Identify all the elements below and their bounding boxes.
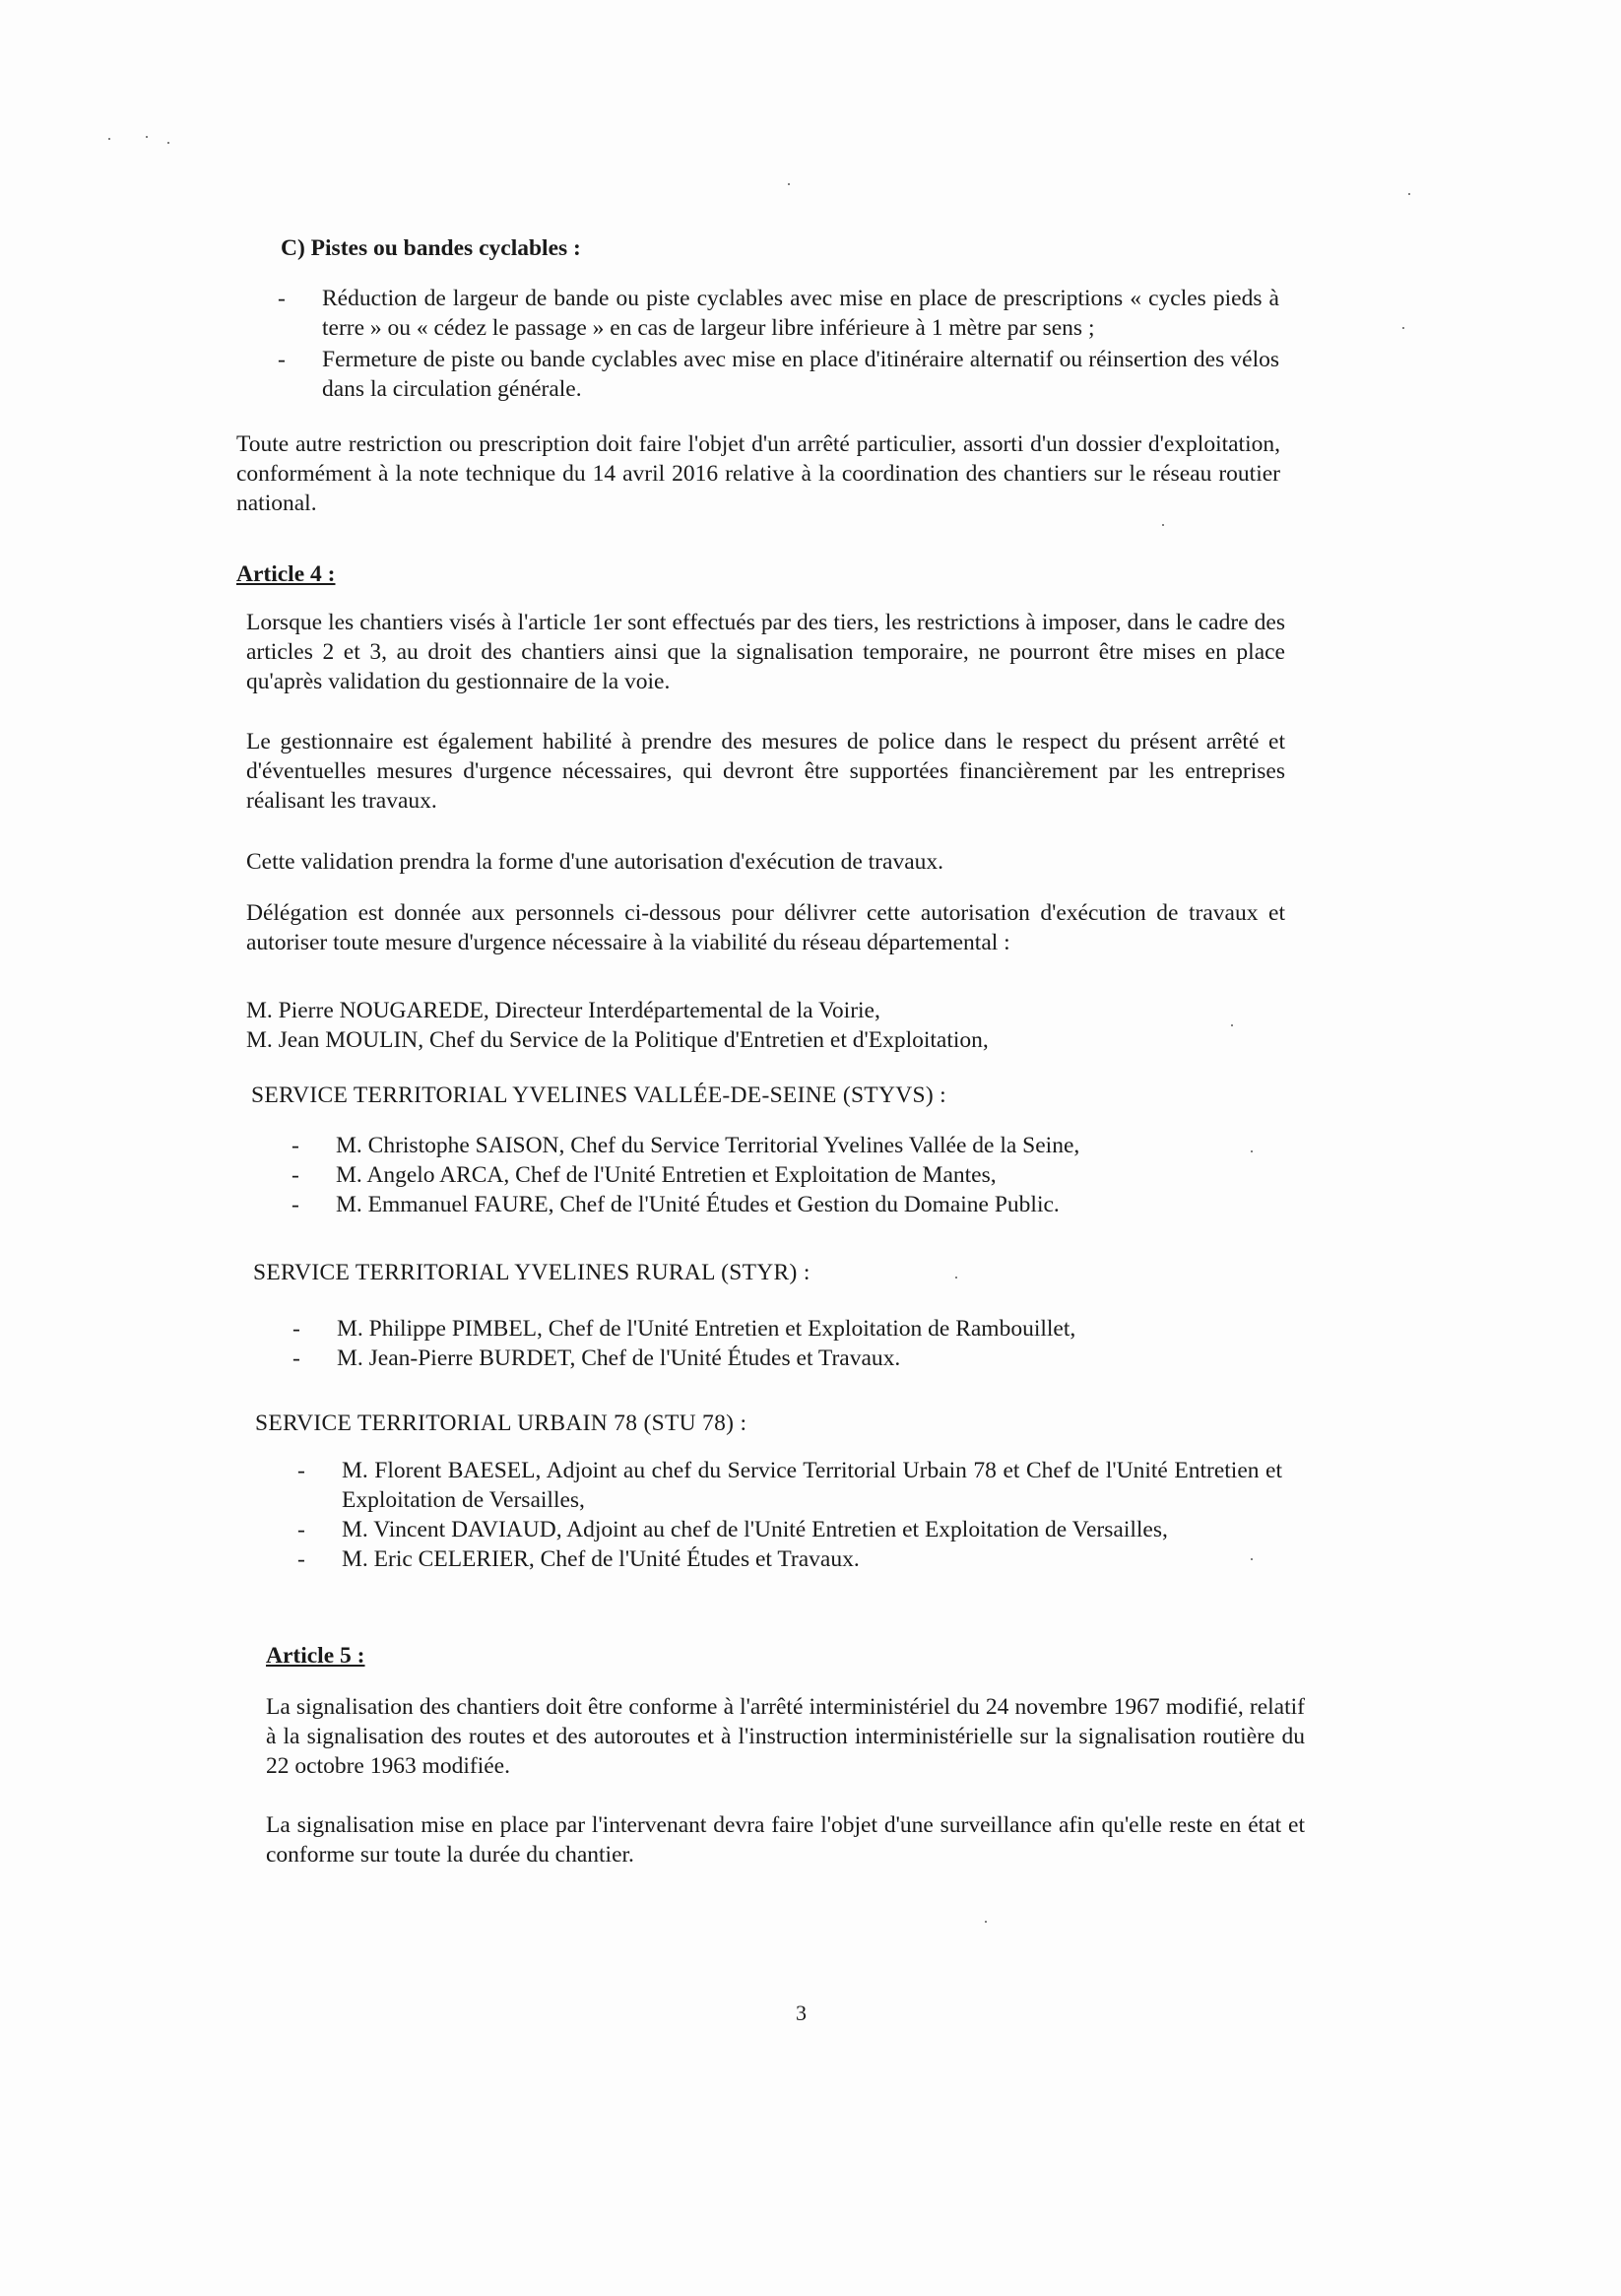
list-bullet: - bbox=[297, 1517, 305, 1542]
member-text: M. Jean-Pierre BURDET, Chef de l'Unité Études et Travaux. bbox=[337, 1345, 901, 1371]
scan-speck bbox=[788, 183, 790, 185]
service-styr-title: SERVICE TERRITORIAL YVELINES RURAL (STYR) : bbox=[253, 1260, 810, 1285]
list-item-text: Réduction de largeur de bande ou piste cyclables avec mise en place de prescriptions « cycles pieds à terre » ou « cédez le passage » en cas de largeur libre inférieure à 1 mètre par sens ; bbox=[322, 286, 1279, 341]
scan-speck bbox=[1408, 193, 1410, 195]
list-bullet: - bbox=[292, 1162, 299, 1188]
section-c-list bbox=[278, 284, 1279, 404]
article-5-paragraph-2: La signalisation mise en place par l'intervenant devra faire l'objet d'une surveillance afin qu'elle reste en état et conforme sur toute la durée du chantier. bbox=[266, 1812, 1305, 1868]
list-item bbox=[292, 1160, 1276, 1190]
article-4-paragraph-3: Cette validation prendra la forme d'une autorisation d'exécution de travaux. bbox=[246, 849, 943, 875]
scan-speck bbox=[1231, 1024, 1233, 1026]
section-c-heading: C) Pistes ou bandes cyclables : bbox=[281, 235, 581, 261]
service-styr-members bbox=[292, 1314, 1277, 1373]
list-bullet: - bbox=[297, 1546, 305, 1572]
scan-speck bbox=[985, 1921, 987, 1923]
service-stu78-title: SERVICE TERRITORIAL URBAIN 78 (STU 78) : bbox=[255, 1410, 747, 1436]
article-4-heading: Article 4 : bbox=[236, 561, 336, 587]
member-text: M. Eric CELERIER, Chef de l'Unité Études et Travaux. bbox=[342, 1546, 860, 1572]
other-restriction-paragraph: Toute autre restriction ou prescription doit faire l'objet d'un arrêté particulier, assorti d'un dossier d'exploitation, conformément à la note technique du 14 avril 2016 relative à la coordination des chantiers sur le réseau routier national. bbox=[236, 431, 1280, 516]
list-bullet: - bbox=[292, 1345, 300, 1371]
scan-speck bbox=[108, 138, 110, 140]
article-4-paragraph-1: Lorsque les chantiers visés à l'article 1er sont effectués par des tiers, les restrictions à imposer, dans le cadre des articles 2 et 3, au droit des chantiers ainsi que la signalisation temporaire, ne pourront être mises en place qu'après validation du gestionnaire de la voie. bbox=[246, 610, 1285, 694]
member-text: M. Emmanuel FAURE, Chef de l'Unité Études et Gestion du Domaine Public. bbox=[336, 1192, 1060, 1217]
scan-speck bbox=[1251, 1558, 1253, 1560]
list-item bbox=[278, 345, 1279, 404]
list-item bbox=[292, 1190, 1276, 1219]
list-item bbox=[297, 1456, 1282, 1515]
article-5-paragraph-1: La signalisation des chantiers doit être conforme à l'arrêté interministériel du 24 novembre 1967 modifié, relatif à la signalisation des routes et des autoroutes et à l'instruction interministérielle sur la signalisation routière du 22 octobre 1963 modifiée. bbox=[266, 1694, 1305, 1779]
list-item bbox=[292, 1314, 1277, 1344]
member-text: M. Philippe PIMBEL, Chef de l'Unité Entretien et Exploitation de Rambouillet, bbox=[337, 1316, 1076, 1342]
article-4-paragraph-2: Le gestionnaire est également habilité à prendre des mesures de police dans le respect du présent arrêté et d'éventuelles mesures d'urgence nécessaires, qui devront être supportées financièrement par les entreprises réalisant les travaux. bbox=[246, 729, 1285, 814]
list-bullet: - bbox=[278, 347, 286, 372]
scan-speck bbox=[1251, 1150, 1253, 1152]
scan-speck bbox=[1402, 327, 1404, 329]
list-item bbox=[297, 1544, 1282, 1574]
member-text: M. Christophe SAISON, Chef du Service Territorial Yvelines Vallée de la Seine, bbox=[336, 1133, 1080, 1158]
list-bullet: - bbox=[297, 1458, 305, 1483]
service-stu78-members bbox=[297, 1456, 1282, 1574]
member-text: M. Angelo ARCA, Chef de l'Unité Entretien et Exploitation de Mantes, bbox=[336, 1162, 997, 1188]
service-styvs-title: SERVICE TERRITORIAL YVELINES VALLÉE-DE-SEINE (STYVS) : bbox=[251, 1082, 947, 1108]
member-text: M. Florent BAESEL, Adjoint au chef du Service Territorial Urbain 78 et Chef de l'Unité Entretien et Exploitation de Versailles, bbox=[342, 1458, 1282, 1513]
article-5-heading: Article 5 : bbox=[266, 1643, 365, 1669]
list-item bbox=[297, 1515, 1282, 1544]
member-text: M. Vincent DAVIAUD, Adjoint au chef de l'Unité Entretien et Exploitation de Versailles, bbox=[342, 1517, 1168, 1542]
scan-speck bbox=[146, 136, 148, 138]
list-item bbox=[278, 284, 1279, 343]
list-bullet: - bbox=[292, 1316, 300, 1342]
article-4-paragraph-4: Délégation est donnée aux personnels ci-dessous pour délivrer cette autorisation d'exécution de travaux et autoriser toute mesure d'urgence nécessaire à la viabilité du réseau départemental : bbox=[246, 900, 1285, 955]
list-item-text: Fermeture de piste ou bande cyclables avec mise en place d'itinéraire alternatif ou réinsertion des vélos dans la circulation générale. bbox=[322, 347, 1279, 402]
list-item bbox=[292, 1344, 1277, 1373]
list-bullet: - bbox=[292, 1192, 299, 1217]
list-item bbox=[292, 1131, 1276, 1160]
scan-speck bbox=[167, 142, 169, 144]
page-number: 3 bbox=[796, 2001, 807, 2025]
directors-list bbox=[246, 996, 1290, 1055]
list-bullet: - bbox=[292, 1133, 299, 1158]
director-line: M. Pierre NOUGAREDE, Directeur Interdépartemental de la Voirie, bbox=[246, 998, 880, 1023]
list-bullet: - bbox=[278, 286, 286, 311]
service-styvs-members bbox=[292, 1131, 1276, 1219]
scan-speck bbox=[955, 1277, 957, 1279]
director-line: M. Jean MOULIN, Chef du Service de la Politique d'Entretien et d'Exploitation, bbox=[246, 1027, 989, 1053]
scan-speck bbox=[1162, 524, 1164, 526]
